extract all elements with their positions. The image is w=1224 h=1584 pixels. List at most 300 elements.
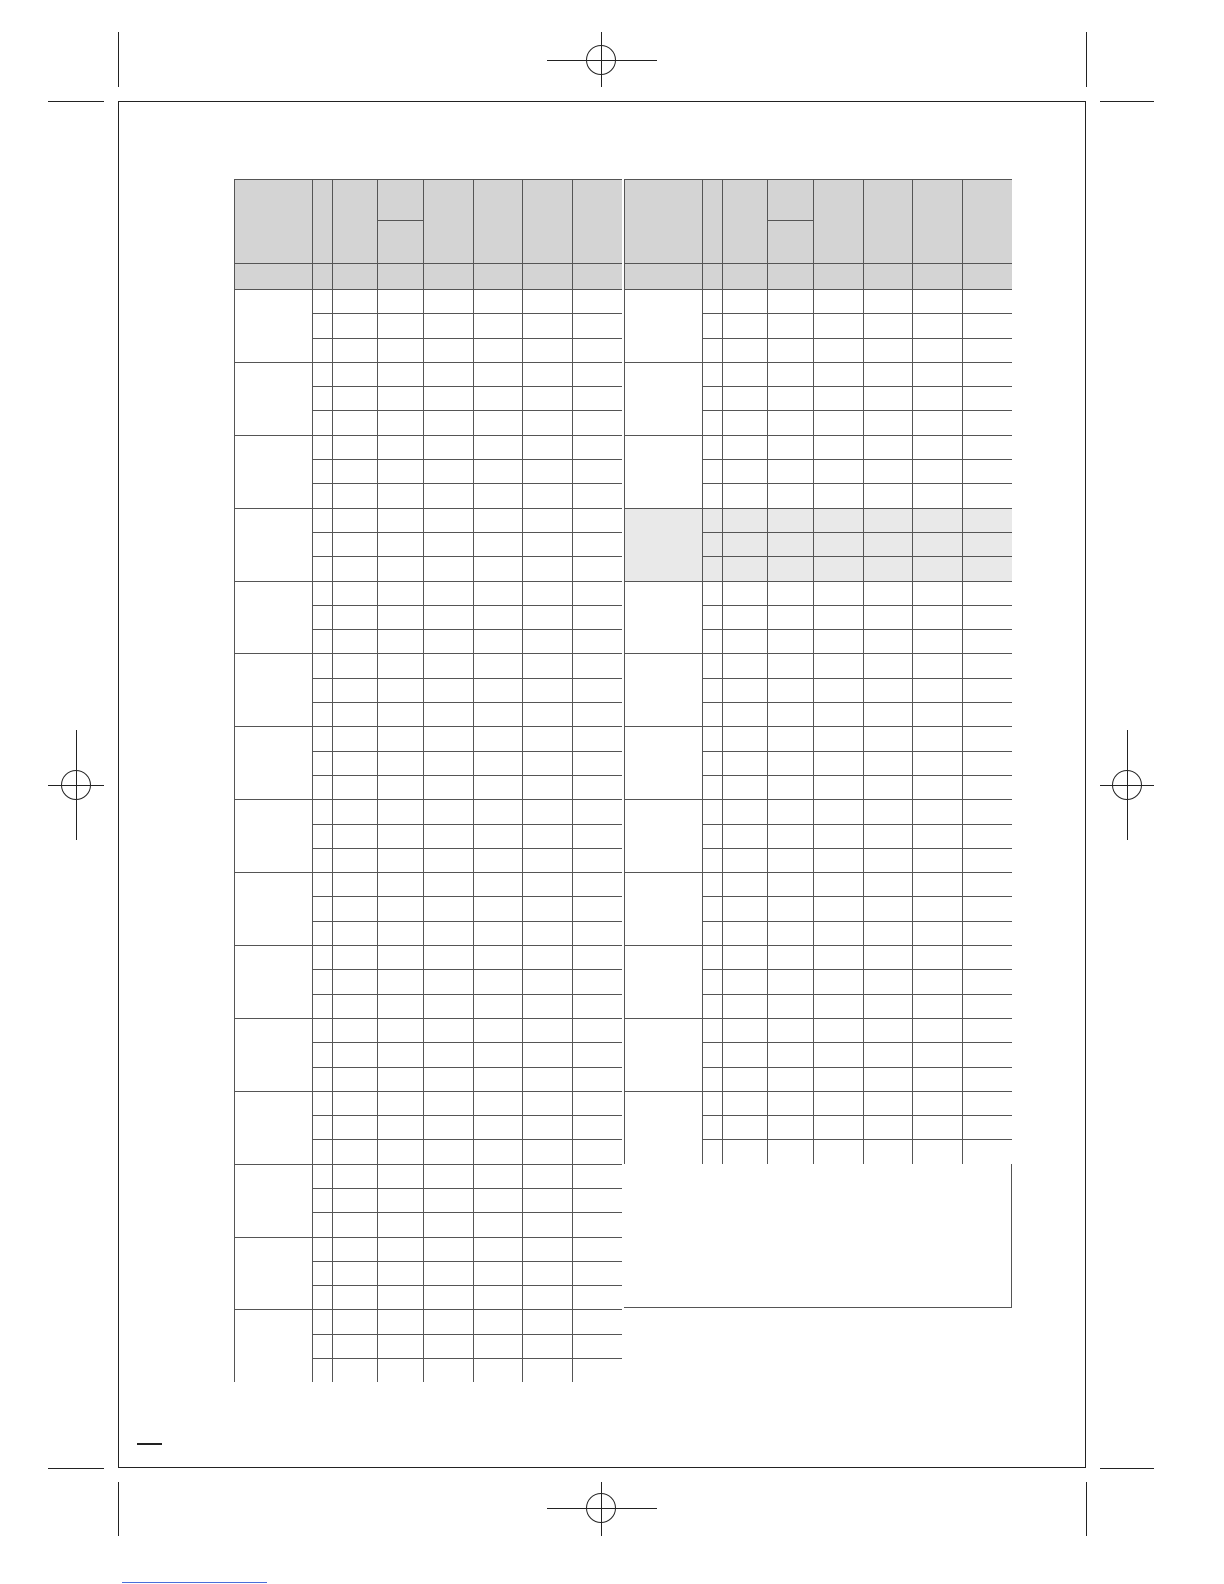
table-cell xyxy=(722,872,767,896)
table-cell xyxy=(767,435,813,459)
table-cell xyxy=(767,1091,813,1115)
header-cell xyxy=(722,179,767,263)
table-cell xyxy=(423,362,473,386)
table-cell xyxy=(702,1042,722,1066)
table-cell xyxy=(332,435,377,459)
table-cell xyxy=(522,532,572,556)
table-cell xyxy=(863,824,912,848)
table-cell xyxy=(423,605,473,629)
table-cell xyxy=(332,1042,377,1066)
group-label-cell xyxy=(624,435,702,508)
table-cell xyxy=(702,848,722,872)
table-cell xyxy=(813,508,863,532)
table-cell xyxy=(722,1067,767,1091)
table-cell xyxy=(962,1091,1012,1115)
header-cell xyxy=(377,179,423,220)
table-cell xyxy=(377,1067,423,1091)
table-cell xyxy=(572,605,622,629)
table-cell xyxy=(332,1285,377,1309)
table-cell xyxy=(572,581,622,605)
table-cell xyxy=(813,848,863,872)
table-cell xyxy=(377,1115,423,1139)
table-cell xyxy=(423,313,473,337)
table-cell xyxy=(423,921,473,945)
table-cell xyxy=(863,556,912,580)
table-cell xyxy=(522,678,572,702)
table-cell xyxy=(332,872,377,896)
table-cell xyxy=(332,994,377,1018)
table-cell xyxy=(962,994,1012,1018)
table-cell xyxy=(722,386,767,410)
table-cell xyxy=(962,1042,1012,1066)
table-cell xyxy=(912,678,962,702)
table-cell xyxy=(473,799,522,823)
table-cell xyxy=(863,313,912,337)
table-cell xyxy=(332,629,377,653)
table-cell xyxy=(377,459,423,483)
table-cell xyxy=(522,1212,572,1236)
table-cell xyxy=(572,459,622,483)
table-cell xyxy=(332,1334,377,1358)
group-label-cell xyxy=(234,1164,312,1237)
table-cell xyxy=(702,1139,722,1163)
table-cell xyxy=(813,581,863,605)
header-band-cell xyxy=(377,263,423,289)
table-cell xyxy=(912,1139,962,1163)
table-cell xyxy=(423,1042,473,1066)
group-label-cell xyxy=(624,726,702,799)
table-cell xyxy=(312,751,332,775)
header-band-cell xyxy=(522,263,572,289)
table-cell xyxy=(572,313,622,337)
table-cell xyxy=(813,994,863,1018)
table-cell xyxy=(767,653,813,677)
table-cell xyxy=(912,751,962,775)
table-cell xyxy=(962,532,1012,556)
table-cell xyxy=(962,678,1012,702)
table-cell xyxy=(423,556,473,580)
table-cell xyxy=(863,1018,912,1042)
table-cell xyxy=(473,1358,522,1382)
table-cell xyxy=(332,483,377,507)
group-label-cell xyxy=(624,945,702,1018)
table-cell xyxy=(962,581,1012,605)
table-cell xyxy=(377,678,423,702)
table-cell xyxy=(522,969,572,993)
table-cell xyxy=(377,775,423,799)
table-cell xyxy=(423,1309,473,1333)
group-label-cell xyxy=(234,872,312,945)
table-cell xyxy=(767,994,813,1018)
table-cell xyxy=(767,726,813,750)
table-cell xyxy=(912,896,962,920)
table-cell xyxy=(312,896,332,920)
table-cell xyxy=(912,338,962,362)
table-cell xyxy=(522,653,572,677)
table-cell xyxy=(423,386,473,410)
table-cell xyxy=(962,1067,1012,1091)
table-cell xyxy=(332,824,377,848)
table-cell xyxy=(813,410,863,434)
table-cell xyxy=(423,678,473,702)
group-label-cell xyxy=(234,1237,312,1310)
table-cell xyxy=(312,824,332,848)
table-cell xyxy=(332,386,377,410)
table-cell xyxy=(423,945,473,969)
table-cell xyxy=(312,629,332,653)
table-cell xyxy=(722,726,767,750)
table-cell xyxy=(332,848,377,872)
table-cell xyxy=(423,1188,473,1212)
table-cell xyxy=(722,629,767,653)
group-label-cell xyxy=(624,1091,702,1164)
table-cell xyxy=(702,799,722,823)
table-cell xyxy=(767,872,813,896)
table-cell xyxy=(312,872,332,896)
table-cell xyxy=(377,1139,423,1163)
header-band-cell xyxy=(332,263,377,289)
table-cell xyxy=(522,459,572,483)
table-cell xyxy=(912,653,962,677)
table-cell xyxy=(702,872,722,896)
table-cell xyxy=(572,799,622,823)
header-subcell xyxy=(767,220,813,263)
table-cell xyxy=(962,629,1012,653)
table-cell xyxy=(572,483,622,507)
header-cell xyxy=(624,179,702,263)
group-label-cell xyxy=(234,362,312,435)
table-cell xyxy=(702,775,722,799)
table-cell xyxy=(962,896,1012,920)
table-cell xyxy=(863,508,912,532)
table-cell xyxy=(962,338,1012,362)
table-cell xyxy=(767,581,813,605)
table-cell xyxy=(332,775,377,799)
table-cell xyxy=(813,799,863,823)
table-cell xyxy=(572,362,622,386)
table-cell xyxy=(813,872,863,896)
table-cell xyxy=(332,1139,377,1163)
table-cell xyxy=(423,581,473,605)
table-cell xyxy=(332,556,377,580)
table-cell xyxy=(702,556,722,580)
group-label-cell xyxy=(624,581,702,654)
header-cell xyxy=(767,179,813,220)
table-cell xyxy=(423,751,473,775)
table-cell xyxy=(702,386,722,410)
table-cell xyxy=(473,896,522,920)
table-cell xyxy=(962,775,1012,799)
header-cell xyxy=(962,179,1012,263)
table-cell xyxy=(863,289,912,313)
table-cell xyxy=(962,824,1012,848)
table-cell xyxy=(473,581,522,605)
table-cell xyxy=(522,508,572,532)
table-cell xyxy=(377,1237,423,1261)
table-cell xyxy=(863,751,912,775)
table-cell xyxy=(572,338,622,362)
table-cell xyxy=(813,629,863,653)
table-cell xyxy=(813,678,863,702)
table-cell xyxy=(912,483,962,507)
table-cell xyxy=(813,289,863,313)
table-cell xyxy=(813,435,863,459)
table-cell xyxy=(332,678,377,702)
table-cell xyxy=(813,313,863,337)
table-cell xyxy=(722,289,767,313)
table-cell xyxy=(767,702,813,726)
table-cell xyxy=(473,1334,522,1358)
table-cell xyxy=(572,726,622,750)
table-cell xyxy=(522,483,572,507)
table-cell xyxy=(912,848,962,872)
table-cell xyxy=(962,969,1012,993)
table-cell xyxy=(962,872,1012,896)
table-cell xyxy=(377,435,423,459)
table-cell xyxy=(423,1091,473,1115)
table-cell xyxy=(767,799,813,823)
table-cell xyxy=(702,605,722,629)
table-cell xyxy=(912,799,962,823)
table-cell xyxy=(722,1091,767,1115)
table-cell xyxy=(377,313,423,337)
group-label-cell xyxy=(234,435,312,508)
table-cell xyxy=(332,799,377,823)
table-cell xyxy=(722,848,767,872)
table-cell xyxy=(332,1358,377,1382)
table-cell xyxy=(702,508,722,532)
table-cell xyxy=(312,605,332,629)
table-cell xyxy=(863,386,912,410)
table-cell xyxy=(473,1212,522,1236)
table-cell xyxy=(312,726,332,750)
table-cell xyxy=(377,556,423,580)
table-cell xyxy=(312,1091,332,1115)
table-cell xyxy=(423,508,473,532)
table-cell xyxy=(473,1237,522,1261)
table-cell xyxy=(423,1115,473,1139)
table-cell xyxy=(912,1042,962,1066)
table-cell xyxy=(722,653,767,677)
table-cell xyxy=(962,410,1012,434)
table-cell xyxy=(702,629,722,653)
table-cell xyxy=(863,896,912,920)
table-cell xyxy=(813,483,863,507)
table-cell xyxy=(767,848,813,872)
table-cell xyxy=(473,1309,522,1333)
table-cell xyxy=(813,362,863,386)
table-cell xyxy=(572,921,622,945)
table-cell xyxy=(332,1309,377,1333)
header-band-cell xyxy=(767,263,813,289)
table-cell xyxy=(813,824,863,848)
table-cell xyxy=(522,605,572,629)
table-cell xyxy=(473,653,522,677)
header-band-cell xyxy=(722,263,767,289)
table-cell xyxy=(522,896,572,920)
table-cell xyxy=(702,338,722,362)
table-cell xyxy=(423,459,473,483)
table-cell xyxy=(312,1261,332,1285)
table-cell xyxy=(473,1188,522,1212)
table-cell xyxy=(312,1188,332,1212)
table-cell xyxy=(312,1334,332,1358)
table-cell xyxy=(312,459,332,483)
table-cell xyxy=(473,362,522,386)
table-cell xyxy=(962,921,1012,945)
table-cell xyxy=(473,824,522,848)
header-cell xyxy=(522,179,572,263)
table-cell xyxy=(312,1042,332,1066)
table-cell xyxy=(863,629,912,653)
table-cell xyxy=(572,1067,622,1091)
header-band-cell xyxy=(234,263,312,289)
table-cell xyxy=(722,775,767,799)
table-cell xyxy=(423,848,473,872)
table-cell xyxy=(767,629,813,653)
table-cell xyxy=(702,921,722,945)
table-cell xyxy=(572,508,622,532)
table-cell xyxy=(423,702,473,726)
table-cell xyxy=(377,508,423,532)
header-band-cell xyxy=(962,263,1012,289)
table-cell xyxy=(423,1139,473,1163)
table-cell xyxy=(572,386,622,410)
table-cell xyxy=(863,969,912,993)
table-cell xyxy=(722,921,767,945)
table-cell xyxy=(377,1188,423,1212)
table-cell xyxy=(863,483,912,507)
table-cell xyxy=(962,435,1012,459)
table-cell xyxy=(377,969,423,993)
table-cell xyxy=(312,362,332,386)
table-cell xyxy=(377,945,423,969)
table-cell xyxy=(377,483,423,507)
table-cell xyxy=(572,289,622,313)
table-cell xyxy=(572,678,622,702)
table-cell xyxy=(473,1067,522,1091)
table-cell xyxy=(522,921,572,945)
table-cell xyxy=(522,386,572,410)
table-cell xyxy=(312,1139,332,1163)
table-cell xyxy=(377,653,423,677)
table-cell xyxy=(962,751,1012,775)
table-cell xyxy=(332,1091,377,1115)
table-cell xyxy=(473,921,522,945)
table-cell xyxy=(962,945,1012,969)
table-cell xyxy=(522,1091,572,1115)
table-cell xyxy=(572,1309,622,1333)
table-cell xyxy=(767,289,813,313)
table-cell xyxy=(377,824,423,848)
table-cell xyxy=(912,994,962,1018)
table-cell xyxy=(312,338,332,362)
table-cell xyxy=(377,1091,423,1115)
table-cell xyxy=(912,435,962,459)
table-cell xyxy=(473,605,522,629)
header-cell xyxy=(813,179,863,263)
header-band-cell xyxy=(473,263,522,289)
table-cell xyxy=(702,945,722,969)
table-cell xyxy=(912,969,962,993)
table-cell xyxy=(813,532,863,556)
table-cell xyxy=(522,1042,572,1066)
table-cell xyxy=(473,702,522,726)
table-cell xyxy=(722,362,767,386)
table-cell xyxy=(912,629,962,653)
table-cell xyxy=(722,410,767,434)
table-cell xyxy=(863,945,912,969)
table-cell xyxy=(522,751,572,775)
table-cell xyxy=(377,1358,423,1382)
table-cell xyxy=(702,1091,722,1115)
table-cell xyxy=(912,702,962,726)
header-cell xyxy=(234,179,312,263)
header-band-cell xyxy=(912,263,962,289)
table-cell xyxy=(912,362,962,386)
table-cell xyxy=(473,338,522,362)
table-cell xyxy=(522,362,572,386)
table-cell xyxy=(572,1212,622,1236)
table-cell xyxy=(863,1091,912,1115)
table-cell xyxy=(962,653,1012,677)
table-cell xyxy=(473,994,522,1018)
table-cell xyxy=(522,629,572,653)
table-cell xyxy=(863,1139,912,1163)
table-cell xyxy=(767,532,813,556)
table-cell xyxy=(312,435,332,459)
table-cell xyxy=(572,896,622,920)
table-cell xyxy=(702,581,722,605)
table-cell xyxy=(423,435,473,459)
table-cell xyxy=(423,629,473,653)
table-cell xyxy=(572,1042,622,1066)
table-cell xyxy=(332,969,377,993)
table-cell xyxy=(423,1261,473,1285)
table-cell xyxy=(912,605,962,629)
table-cell xyxy=(722,581,767,605)
table-cell xyxy=(423,1285,473,1309)
group-label-cell xyxy=(234,653,312,726)
group-label-cell xyxy=(234,1018,312,1091)
table-cell xyxy=(423,872,473,896)
table-cell xyxy=(312,653,332,677)
group-label-cell xyxy=(234,1309,312,1382)
table-cell xyxy=(473,848,522,872)
table-cell xyxy=(473,556,522,580)
table-cell xyxy=(572,751,622,775)
table-cell xyxy=(522,1018,572,1042)
table-cell xyxy=(767,775,813,799)
table-cell xyxy=(702,653,722,677)
table-cell xyxy=(722,824,767,848)
table-cell xyxy=(377,1164,423,1188)
table-cell xyxy=(722,702,767,726)
table-cell xyxy=(767,1018,813,1042)
table-cell xyxy=(522,313,572,337)
table-cell xyxy=(332,581,377,605)
table-cell xyxy=(863,726,912,750)
table-cell xyxy=(312,1018,332,1042)
table-cell xyxy=(312,799,332,823)
table-cell xyxy=(377,605,423,629)
table-cell xyxy=(863,653,912,677)
table-cell xyxy=(767,556,813,580)
table-cell xyxy=(702,969,722,993)
table-cell xyxy=(722,1139,767,1163)
table-cell xyxy=(377,532,423,556)
header-cell xyxy=(423,179,473,263)
